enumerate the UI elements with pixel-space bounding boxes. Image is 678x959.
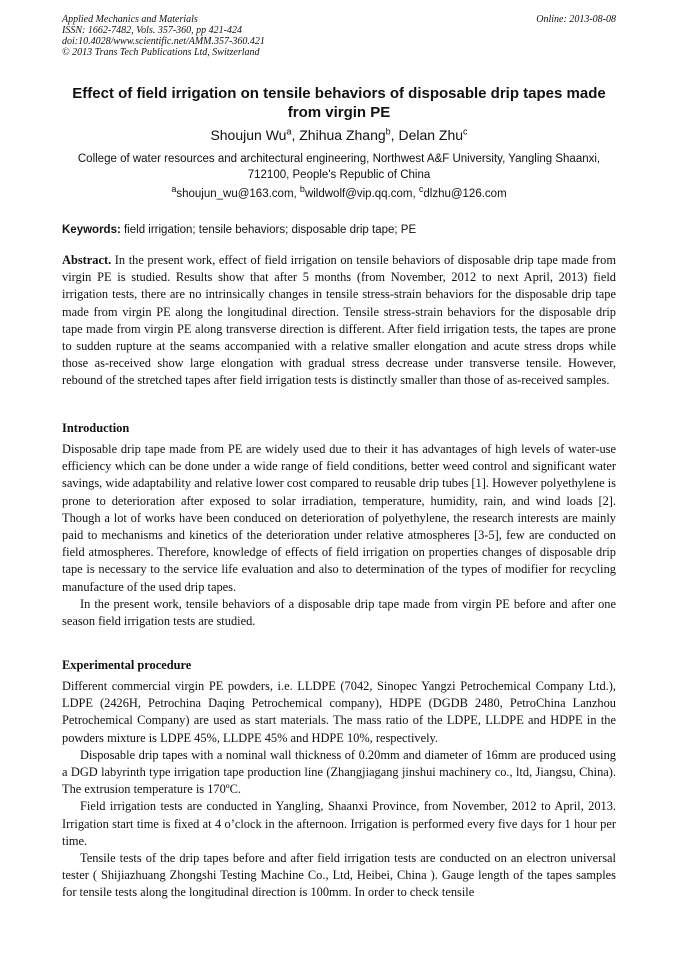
affiliation: College of water resources and architectural engineering, Northwest A&F University, Yangling Shaanxi, 712100, People's Republic of China [77, 153, 601, 181]
paragraph: In the present work, tensile behaviors of a disposable drip tape made from virgin PE before and after one season field irrigation tests are studied. [62, 596, 616, 629]
author-sep: , [390, 127, 399, 143]
section-heading-introduction: Introduction [62, 421, 130, 435]
section-heading-experimental: Experimental procedure [62, 658, 192, 672]
author-sup: b [385, 126, 391, 137]
email-sep: , [412, 188, 419, 200]
email-sup: c [418, 184, 424, 195]
email-sup: a [171, 184, 177, 195]
keywords-label: Keywords: [62, 224, 121, 236]
paragraph: Disposable drip tapes with a nominal wall thickness of 0.20mm and diameter of 16mm are produced using a DGD labyrinth type irrigation tape production line (Zhangjiagang jinshui machinery co., ltd, Jiangsu, China). The extrusion temperature is 170ºC. [62, 747, 616, 797]
journal-header [62, 14, 616, 58]
paragraph: Field irrigation tests are conducted in Yangling, Shaanxi Province, from November, 2012 to April, 2013. Irrigation start time is fixed at 4 o’clock in the afternoon. Irrigation is performed every five days for 1 hour per time. [62, 799, 616, 848]
email-sep: , [293, 188, 300, 200]
keywords-text: field irrigation; tensile behaviors; disposable drip tape; PE [120, 224, 417, 236]
author-list [62, 126, 616, 144]
journal-name: Applied Mechanics and Materials [62, 14, 198, 25]
paragraph: Disposable drip tape made from PE are widely used due to their it has advantages of high levels of water-use efficiency which can be done under a wide range of field conditions, better weed control and significant water savings, wide adaptability and relative lower cost compared to reusable drip tubes [1]. However polyethylene is prone to deterioration after exposed to solar irradiation, temperature, humidity, rain, and wind loads [2]. Though a lot of works have been conduced on deterioration of polyethylene, the research interests are mainly paid to mechanisms and kinetics of the deterioration under relative atmospheres [3-5], few are conducted on field atmospheres. Therefore, knowledge of effects of field irrigation on properties changes of disposable drip tape is necessary to the service life evaluation and also to determination of the types of modifier for recycling manufacture of the used drip tapes. [62, 442, 616, 594]
online-date: Online: 2013-08-08 [536, 14, 616, 25]
author-sup: c [463, 126, 468, 137]
author-sup: a [286, 126, 292, 137]
abstract [62, 252, 616, 390]
author-sep: , [291, 127, 300, 143]
introduction-body [62, 441, 616, 630]
abstract-text: In the present work, effect of field irrigation on tensile behaviors of disposable drip tape made from virgin PE is studied. Results show that after 5 months (from November, 2012 to next April, 2013) field irrigation tests, there are no intrinsically changes in tensile stress-strain behaviors for the disposable drip tape made from virgin PE along the longitudinal direction. Tensile stress-strain behaviors for the disposable drip tape made from virgin PE along transverse direction is different. After field irrigation tests, the tapes are prone to sudden rupture at the seams accompanied with a relative smaller elongation and acute stress drops while those as-received show large elongation with gradual stress decrease under transverse tensile. However, rebound of the stretched tapes after field irrigation tests is distinctly smaller than those of as-received samples. [62, 253, 616, 388]
paragraph: Different commercial virgin PE powders, i.e. LLDPE (7042, Sinopec Yangzi Petrochemical Company Ltd.), LDPE (2426H, Petrochina Daqing Petrochemical company), HDPE (DGDB 2480, PetroChina Lanzhou Petrochemical Company) are used as start materials. The mass ratio of the LDPE, LLDPE and HDPE in the powders mixture is LDPE 45%, LLDPE 45% and HDPE 10%, respectively. [62, 679, 616, 745]
issn-line: ISSN: 1662-7482, Vols. 357-360, pp 421-424 [62, 25, 242, 36]
email-sup: b [299, 184, 305, 195]
keywords [62, 222, 616, 238]
doi-line: doi:10.4028/www.scientific.net/AMM.357-360.421 [62, 36, 265, 47]
email-address: wildwolf@vip.qq.com [304, 188, 413, 200]
author-name: Zhihua Zhang [299, 127, 386, 143]
email-list [62, 186, 616, 202]
author-name: Shoujun Wu [210, 127, 287, 143]
abstract-label: Abstract. [62, 253, 112, 267]
paper-title: Effect of field irrigation on tensile behaviors of disposable drip tapes made from virgin PE [72, 85, 606, 121]
email-address: dlzhu@126.com [423, 188, 507, 200]
email-address: shoujun_wu@163.com [176, 188, 294, 200]
author-name: Delan Zhu [398, 127, 464, 143]
experimental-body [62, 678, 616, 902]
paragraph: Tensile tests of the drip tapes before and after field irrigation tests are conducted on an electron universal tester ( Shijiazhuang Zhongshi Testing Machine Co., Ltd, Heibei, China ). Gauge length of the tapes samples for tensile tests along the longitudinal direction is 100mm. In order to check tensile [62, 851, 616, 900]
copyright-line: © 2013 Trans Tech Publications Ltd, Switzerland [62, 47, 260, 58]
